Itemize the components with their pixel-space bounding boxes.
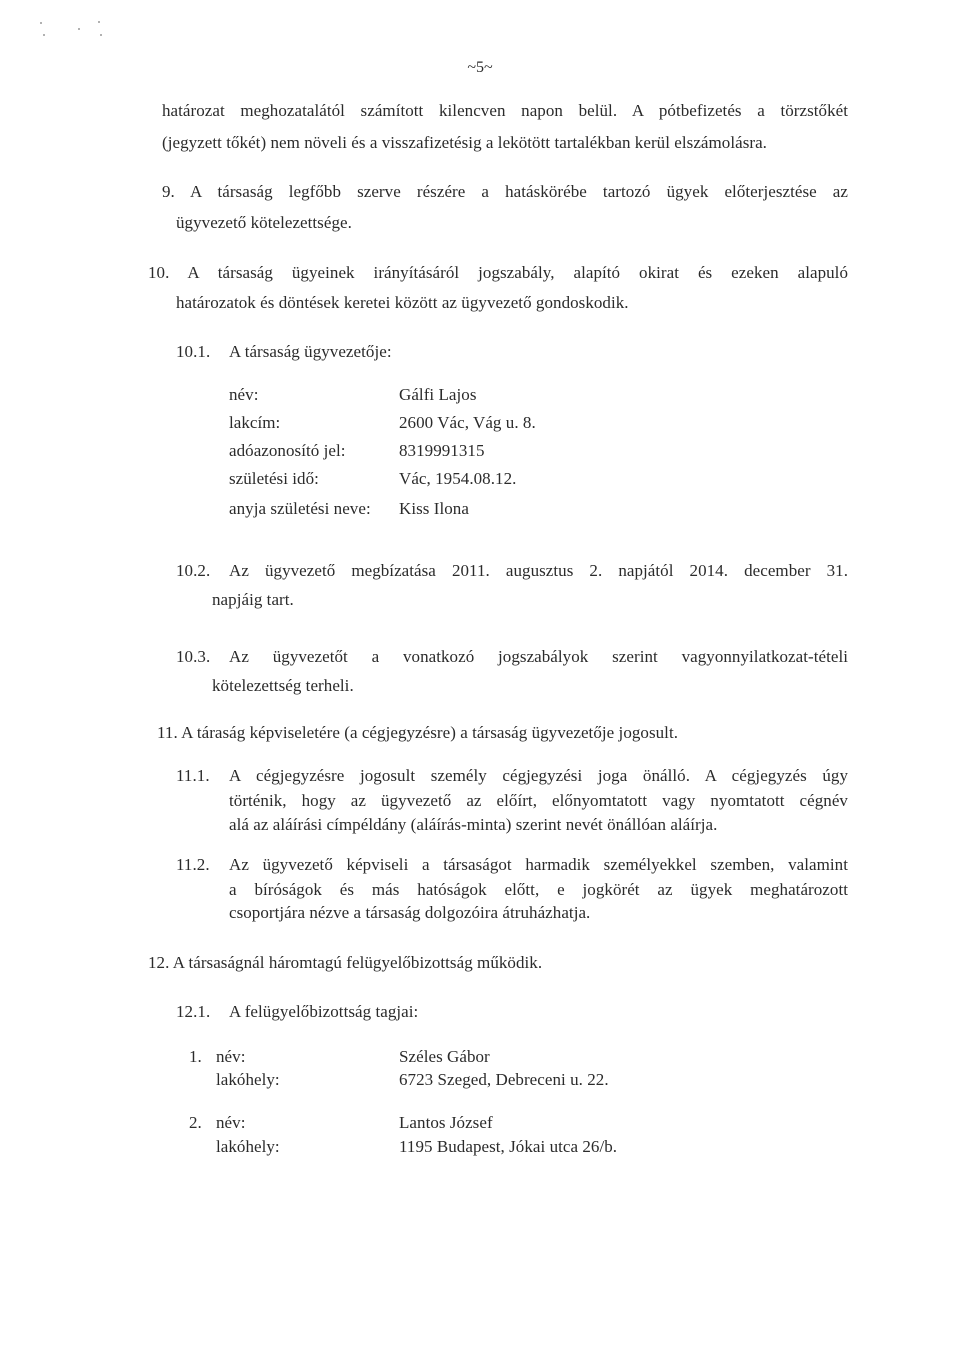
section-10-3-number: 10.3. xyxy=(176,647,211,666)
scan-speck xyxy=(98,21,100,23)
page-number: ~5~ xyxy=(467,59,493,76)
board-member-name-label: név: xyxy=(216,1047,246,1066)
manager-birth-value: Vác, 1954.08.12. xyxy=(399,469,517,488)
section-12-1-number: 12.1. xyxy=(176,1002,211,1021)
board-member-number: 1. xyxy=(189,1047,202,1066)
section-10-1-heading: A társaság ügyvezetője: xyxy=(229,342,392,361)
paragraph-line: (jegyzett tőkét) nem növeli és a visszafizetésig a lekötött tartalékban kerül elszámolásra. xyxy=(162,133,767,152)
section-10-3-line: kötelezettség terheli. xyxy=(212,676,354,695)
board-member-address: 6723 Szeged, Debreceni u. 22. xyxy=(399,1070,609,1089)
section-11-1-line: alá az aláírási címpéldány (aláírás-minta) szerint nevét önállóan aláírja. xyxy=(229,815,718,834)
section-9-line: ügyvezető kötelezettsége. xyxy=(176,213,352,232)
section-11-2-line: Az ügyvezető képviseli a társaságot harmadik személyekkel szemben, valamint xyxy=(229,855,848,874)
section-10-line: határozatok és döntések keretei között az ügyvezető gondoskodik. xyxy=(176,293,629,312)
section-11-line: 11. A táraság képviseletére (a cégjegyzésre) a társaság ügyvezetője jogosult. xyxy=(157,723,679,742)
scan-speck xyxy=(43,34,45,36)
section-10-2-line: Az ügyvezető megbízatása 2011. augusztus 2. napjától 2014. december 31. xyxy=(229,561,848,580)
section-11-2-line: csoportjára nézve a társaság dolgozóira átruházhatja. xyxy=(229,903,591,922)
manager-address-label: lakcím: xyxy=(229,413,281,432)
section-12-line: 12. A társaságnál háromtagú felügyelőbizottság működik. xyxy=(148,953,543,972)
scan-speck xyxy=(78,28,80,30)
paragraph-line: határozat meghozatalától számított kilencven napon belül. A pótbefizetés a törzstőkét xyxy=(162,101,848,120)
board-member-name-label: név: xyxy=(216,1113,246,1132)
section-11-2-line: a bíróságok és más hatóságok előtt, e jogkörét az ügyek meghatározott xyxy=(229,880,848,899)
section-10-2-number: 10.2. xyxy=(176,561,211,580)
board-member-number: 2. xyxy=(189,1113,202,1132)
manager-birth-label: születési idő: xyxy=(229,469,319,488)
board-member-address-label: lakóhely: xyxy=(216,1070,280,1089)
manager-mother-value: Kiss Ilona xyxy=(399,499,469,518)
manager-address-value: 2600 Vác, Vág u. 8. xyxy=(399,413,536,432)
manager-name-label: név: xyxy=(229,385,259,404)
board-member-address-label: lakóhely: xyxy=(216,1137,280,1156)
board-member-name: Széles Gábor xyxy=(399,1047,490,1066)
section-10-1-number: 10.1. xyxy=(176,342,211,361)
section-10-2-line: napjáig tart. xyxy=(212,590,294,609)
section-12-1-heading: A felügyelőbizottság tagjai: xyxy=(229,1002,419,1021)
scan-speck xyxy=(40,22,42,24)
manager-name-value: Gálfi Lajos xyxy=(399,385,477,404)
section-11-1-number: 11.1. xyxy=(176,766,210,785)
manager-mother-label: anyja születési neve: xyxy=(229,499,371,518)
scan-speck xyxy=(100,34,102,36)
section-11-1-line: történik, hogy az ügyvezető az előírt, előnyomtatott vagy nyomtatott cégnév xyxy=(229,791,848,810)
board-member-address: 1195 Budapest, Jókai utca 26/b. xyxy=(399,1137,618,1156)
section-10-3-line: Az ügyvezetőt a vonatkozó jogszabályok szerint vagyonnyilatkozat-tételi xyxy=(229,647,848,666)
board-member-name: Lantos József xyxy=(399,1113,493,1132)
section-9-line: 9. A társaság legfőbb szerve részére a hatáskörébe tartozó ügyek előterjesztése az xyxy=(162,182,848,201)
manager-tax-id-value: 8319991315 xyxy=(399,441,485,460)
section-10-line: 10. A társaság ügyeinek irányításáról jogszabály, alapító okirat és ezeken alapuló xyxy=(148,263,848,282)
section-11-2-number: 11.2. xyxy=(176,855,210,874)
manager-tax-id-label: adóazonosító jel: xyxy=(229,441,346,460)
section-11-1-line: A cégjegyzésre jogosult személy cégjegyzési joga önálló. A cégjegyzés úgy xyxy=(229,766,848,785)
